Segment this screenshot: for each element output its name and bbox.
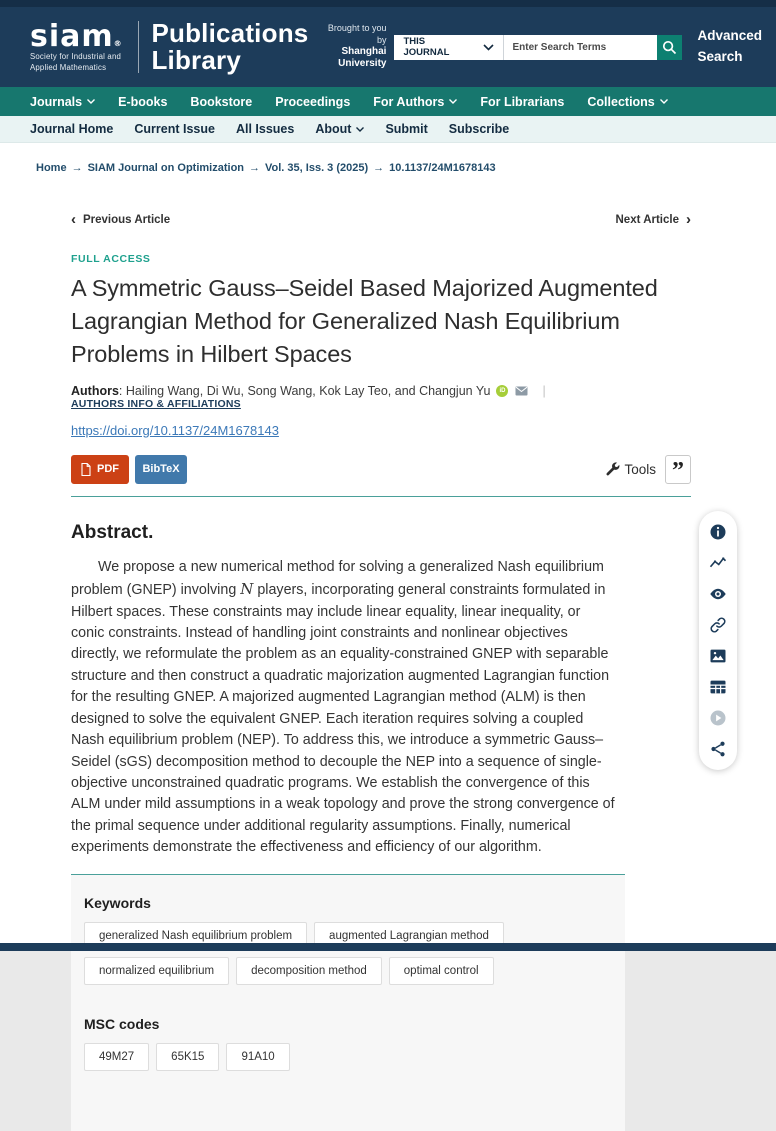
msc-code-chip[interactable]: 65K15 [156,1043,219,1071]
authors-names: : Hailing Wang, Di Wu, Song Wang, Kok Lay Teo, and Changjun Yu [118,383,491,398]
chevron-right-icon: › [686,211,691,228]
doi-link[interactable]: https://doi.org/10.1137/24M1678143 [71,422,279,438]
subnav-subscribe[interactable]: Subscribe [448,122,510,136]
logo-divider [138,21,139,73]
keyword-chip[interactable]: generalized Nash equilibrium problem [84,922,307,950]
authors-separator: | [542,383,546,398]
nav-bookstore[interactable]: Bookstore [190,94,253,109]
abstract-heading: Abstract. [71,521,154,543]
nav-collections[interactable]: Collections [587,95,667,109]
pdf-button[interactable]: PDF [71,455,129,484]
keywords-heading: Keywords [84,894,151,911]
search-bar [394,35,682,60]
msc-codes-list [84,1043,584,1071]
publications-library-logo[interactable]: Publications Library [151,17,309,75]
breadcrumb-issue[interactable]: Vol. 35, Iss. 3 (2025) [265,162,369,174]
journal-navigation [0,116,776,143]
breadcrumb-arrow: → [249,162,261,174]
msc-code-chip[interactable]: 91A10 [226,1043,289,1071]
authors-label: Authors [71,383,119,398]
breadcrumb-home[interactable]: Home [36,162,67,174]
orcid-icon[interactable]: iD [496,385,508,397]
tools-button[interactable]: Tools [605,462,656,477]
tables-icon[interactable] [709,678,727,696]
keyword-chip[interactable]: optimal control [389,957,494,985]
chevron-down-icon [483,44,494,51]
breadcrumb-journal[interactable]: SIAM Journal on Optimization [87,162,245,174]
top-strip [0,0,776,7]
next-article-link[interactable]: Next Article › [615,211,691,228]
siam-tagline-1: Society for Industrial and [30,51,122,61]
chevron-down-icon [356,127,364,132]
authors-row [71,384,691,410]
chevron-down-icon [660,99,668,104]
previous-article-link[interactable]: ‹ Previous Article [71,211,171,228]
brought-to-you-by: Brought to you by Shanghai University [327,23,387,70]
site-header [0,7,776,87]
pdf-document-icon [81,463,91,476]
keyword-chip[interactable]: augmented Lagrangian method [314,922,504,950]
abstract-text: We propose a new numerical method for solving a generalized Nash equilibrium problem (GNEP) involving N players, incorporating general constraints formulated in Hilbert spaces. These constraints may include linear equality, linear inequality, or conic constraints. Instead of handling joint constraints and nonlinear objectives directly, we reformulate the problem as an equality-constrained GNEP with separable structure and then construct a quadratic majorization augmented Lagrangian function for the resulting GNEP. A majorized augmented Lagrangian method (ALM) is then designed to solve the equivalent GNEP. Each iteration requires solving a coupled Nash equilibrium problem (NEP). To address this, we introduce a symmetric Gauss–Seidel (sGS) decomposition method to decouple the NEP into a sequence of single-objective unconstrained quadratic programs. We establish the convergence of this ALM under mild assumptions in a weak topology and prove the strong convergence of the primal sequence under additional regularity assumptions. Finally, numerical experiments demonstrate the effectiveness and efficiency of our algorithm. [71,558,615,856]
main-navigation [0,87,776,116]
search-button[interactable] [657,35,682,60]
quote-icon: ” [672,457,684,484]
registered-mark: ® [113,38,123,48]
email-icon[interactable] [515,386,528,396]
floating-side-toolbar [699,511,737,770]
wrench-icon [605,462,620,477]
keyword-chip[interactable]: normalized equilibrium [84,957,229,985]
figures-icon[interactable] [709,647,727,665]
keyword-chip[interactable]: decomposition method [236,957,382,985]
keywords-list [84,922,584,985]
subnav-submit[interactable]: Submit [385,122,428,136]
nav-journals[interactable]: Journals [30,95,95,109]
nav-for-librarians[interactable]: For Librarians [480,94,565,109]
siam-wordmark: siam [30,18,114,54]
siam-logo[interactable] [30,18,123,72]
divider [71,496,691,497]
article-title: A Symmetric Gauss–Seidel Based Majorized Augmented Lagrangian Method for Generalized Nash Equilibrium Problems in Hilbert Spaces [71,275,658,367]
subnav-about[interactable]: About [315,122,364,136]
access-badge: FULL ACCESS [71,253,151,265]
bibtex-button[interactable]: BibTeX [135,455,187,484]
chevron-down-icon [87,99,95,104]
info-icon[interactable] [709,523,727,541]
nav-for-authors[interactable]: For Authors [373,95,457,109]
nav-ebooks[interactable]: E-books [118,94,168,109]
journal-scope-select[interactable]: THIS JOURNAL [394,35,504,60]
link-icon[interactable] [709,616,727,634]
play-icon[interactable] [709,709,727,727]
authors-info-link[interactable]: AUTHORS INFO & AFFILIATIONS [71,397,241,410]
article-pager [71,211,691,228]
breadcrumb-doi[interactable]: 10.1137/24M1678143 [389,162,496,174]
footer-strip [0,943,776,951]
advanced-search-link[interactable]: Advanced Search [697,28,762,64]
breadcrumb-arrow: → [373,162,385,174]
siam-tagline-2: Applied Mathematics [30,62,107,72]
search-input[interactable] [504,35,657,60]
share-icon[interactable] [709,740,727,758]
search-icon [662,40,677,55]
math-n: N [240,580,254,599]
nav-proceedings[interactable]: Proceedings [275,94,351,109]
breadcrumb-arrow: → [71,162,83,174]
subnav-current-issue[interactable]: Current Issue [134,122,215,136]
keywords-panel [71,874,625,1131]
metrics-icon[interactable] [709,554,727,572]
msc-code-chip[interactable]: 49M27 [84,1043,149,1071]
cite-button[interactable] [665,455,691,484]
subnav-all-issues[interactable]: All Issues [235,122,295,136]
actions-row [71,455,691,484]
msc-codes-heading: MSC codes [84,1015,160,1032]
breadcrumb [36,162,776,174]
article-main [0,211,776,1131]
chevron-down-icon [449,99,457,104]
chevron-left-icon: ‹ [71,211,76,228]
subnav-journal-home[interactable]: Journal Home [30,122,114,136]
eye-icon[interactable] [709,585,727,603]
